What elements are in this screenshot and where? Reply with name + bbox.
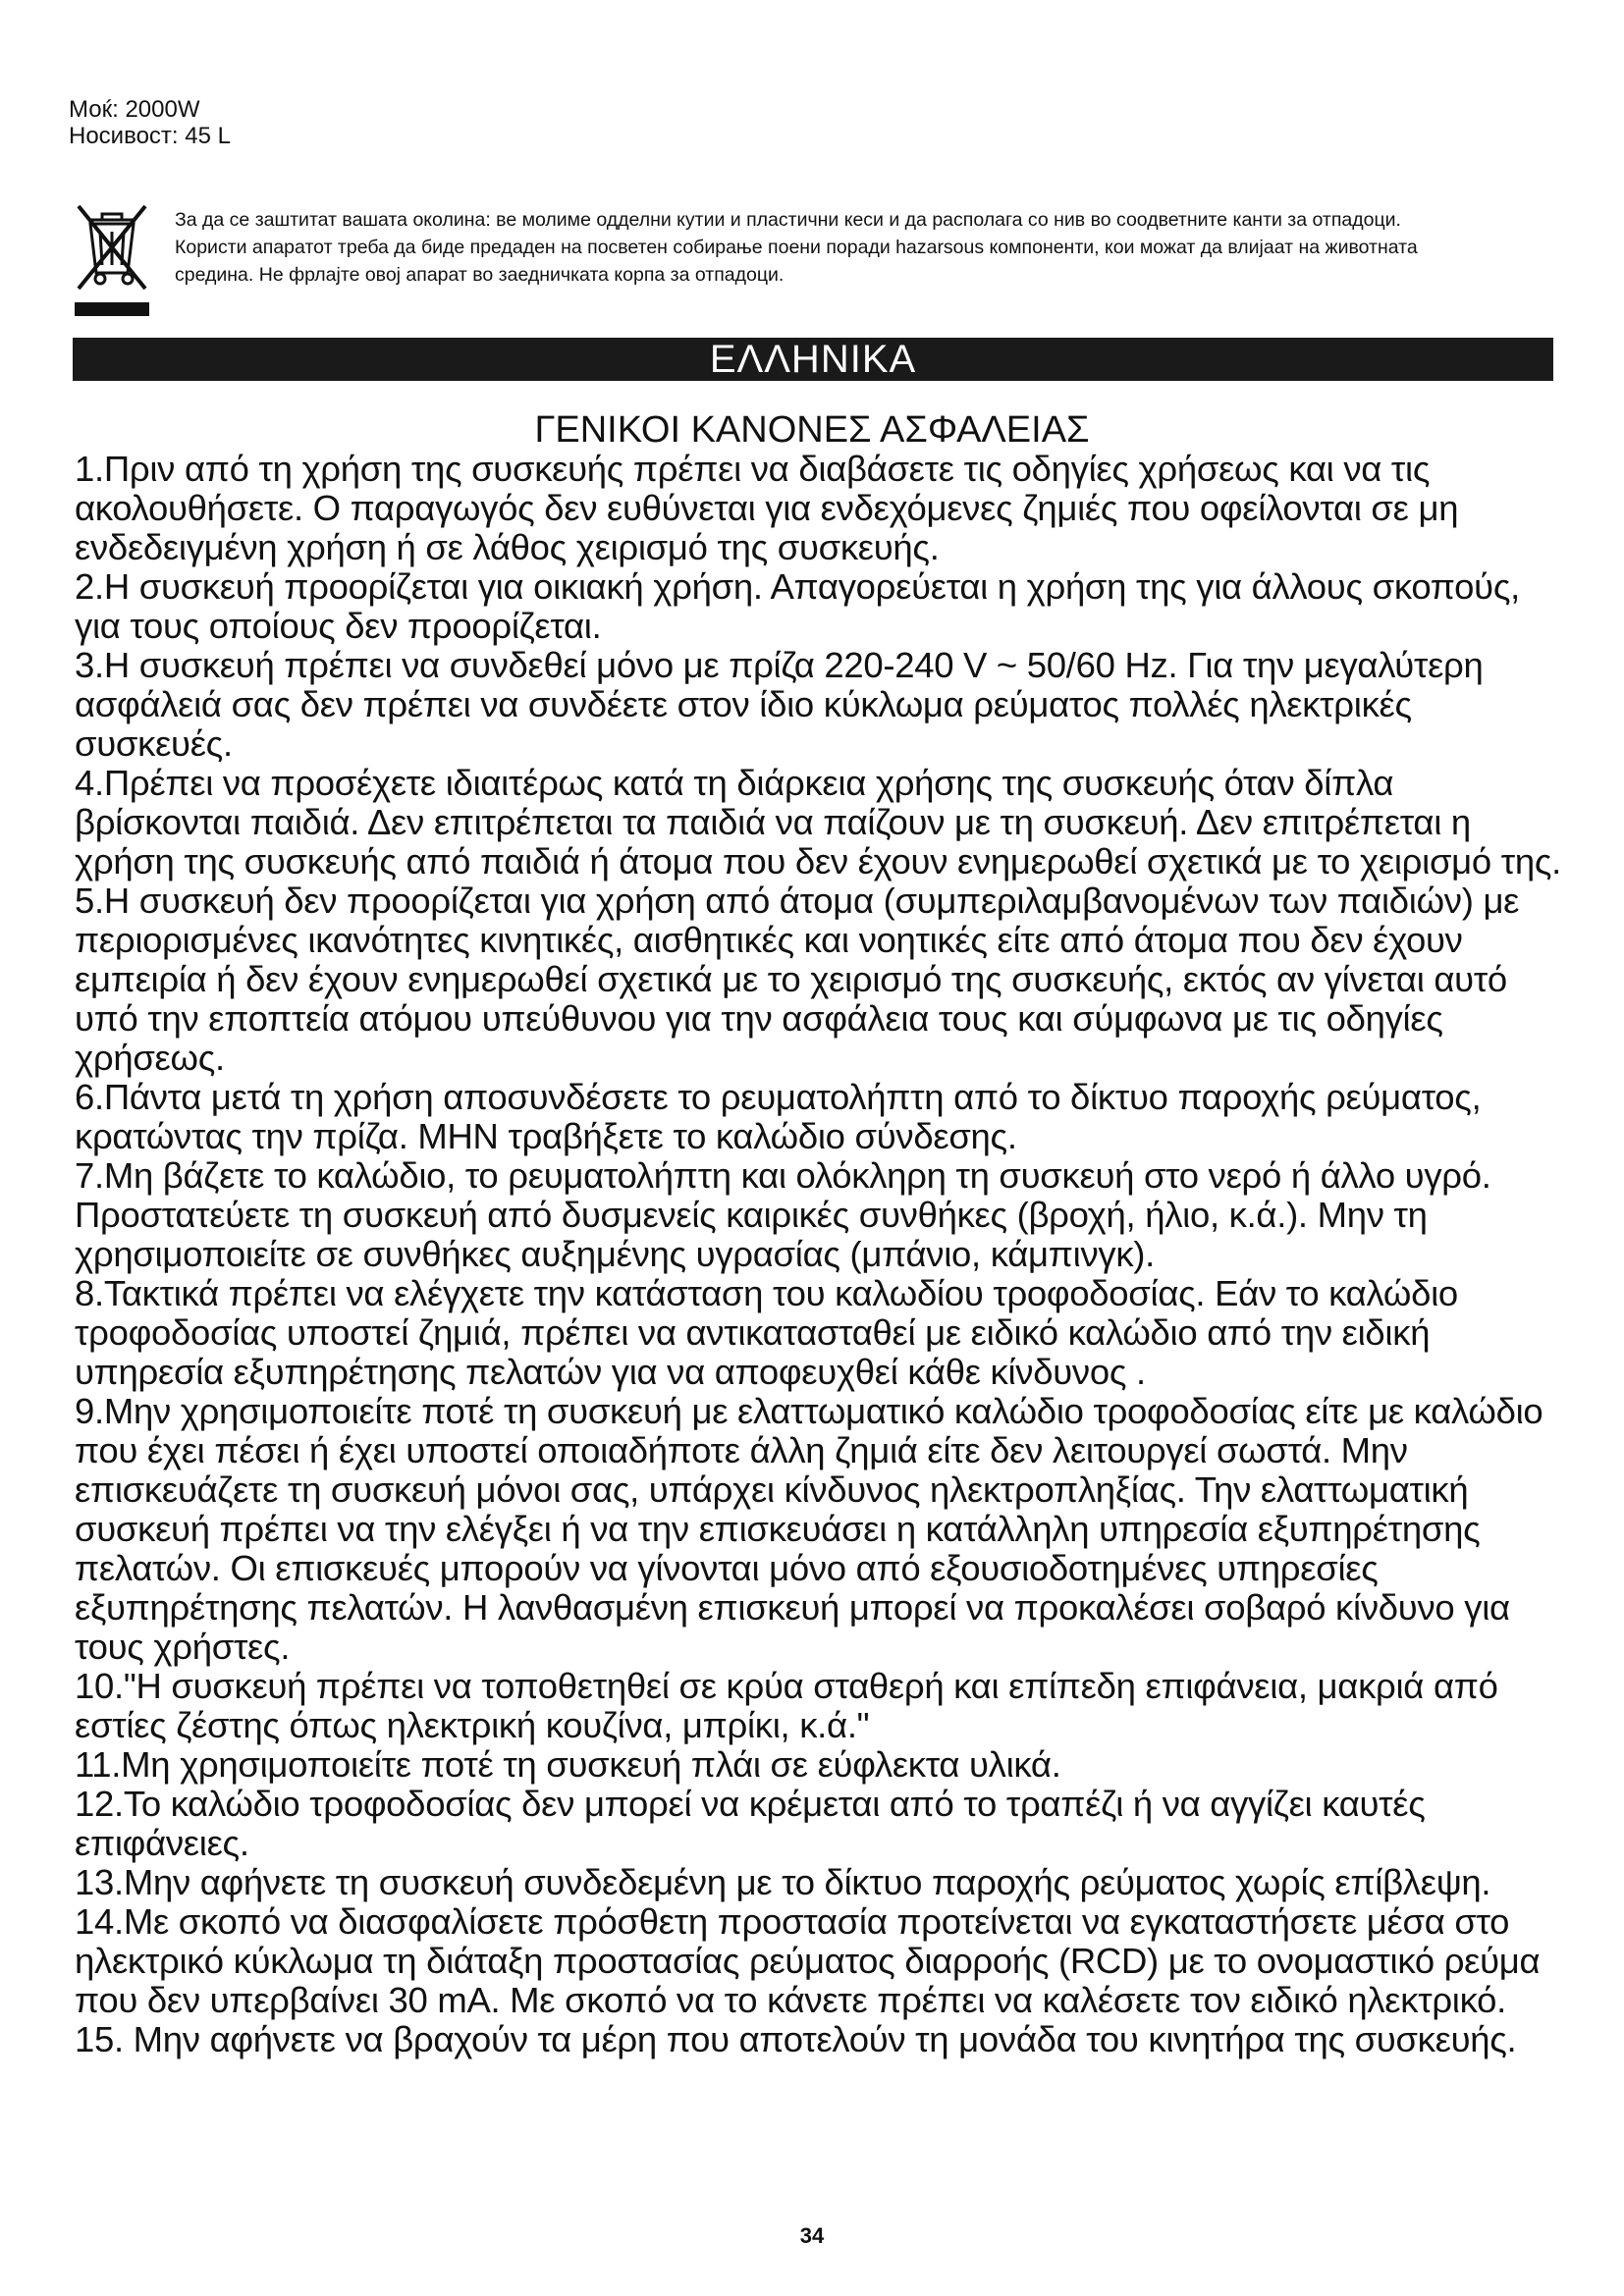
safety-rule: 11.Μη χρησιμοποιείτε ποτέ τη συσκευή πλάι σε εύφλεκτα υλικά. [75, 1744, 1061, 1785]
safety-rule: 9.Μην χρησιμοποιείτε ποτέ τη συσκευή με ελαττωματικό καλώδιο τροφοδοσίας είτε με καλώδιο που έχει πέσει ή έχει υποστεί οποιαδήποτε άλλη ζημιά είτε δεν λειτουργεί σωστά. Μην επισκευάζετε τη συσκευή μόνοι σας, υπάρχει κίνδυνος ηλεκτροπληξίας. Την ελαττωματική συσκευή πρέπει να την ελέγξει ή να την επισκευάσει η κατάλληλη υπηρεσία εξυπηρέτησης πελατών. Οι επισκευές μπορούν να γίνονται μόνο από εξουσιοδοτημένες υπηρεσίες εξυπηρέτησης πελατών. Η λανθασμένη επισκευή μπορεί να προκαλέσει σοβαρό κίνδυνο για τους χρήστες. [75, 1391, 1543, 1667]
weee-line: За да се заштитат вашата околина: ве молиме одделни кутии и пластични кеси и да располага со нив во соодветните канти за отпадоци. [175, 209, 1401, 231]
section-title: ΓΕΝΙΚΟΙ ΚΑΝΟΝΕΣ ΑΣΦΑΛΕΙΑΣ [534, 409, 1090, 451]
safety-rule: 5.Η συσκευή δεν προορίζεται για χρήση από άτομα (συμπεριλαμβανομένων των παιδιών) με περιορισμένες ικανότητες κινητικές, αισθητικές και νοητικές είτε από άτομα που δεν έχουν εμπειρία ή δεν έχουν ενημερωθεί σχετικά με το χειρισμό της συσκευής, εκτός αν γίνεται αυτό υπό την εποπτεία ατόμου υπεύθυνου για την ασφάλεια τους και σύμφωνα με τις οδηγίες χρήσεως. [75, 881, 1520, 1078]
page-number: 34 [799, 2223, 825, 2248]
safety-rule: 4.Πρέπει να προσέχετε ιδιαιτέρως κατά τη διάρκεια χρήσης της συσκευής όταν δίπλα βρίσκονται παιδιά. Δεν επιτρέπεται τα παιδιά να παίζουν με τη συσκευή. Δεν επιτρέπεται η χρήση της συσκευής από παιδιά ή άτομα που δεν έχουν ενημερωθεί σχετικά με το χειρισμό της. [75, 763, 1561, 881]
safety-rule: 7.Μη βάζετε το καλώδιο, το ρευματολήπτη και ολόκληρη τη συσκευή στο νερό ή άλλο υγρό. Προστατεύετε τη συσκευή από δυσμενείς καιρικές συνθήκες (βροχή, ήλιο, κ.ά.). Μην τη χρησιμοποιείτε σε συνθήκες αυξημένης υγρασίας (μπάνιο, κάμπινγκ). [75, 1155, 1491, 1274]
weee-line: Користи апаратот треба да биде предаден на посветен собирање поени поради hazarsous компоненти, кои можат да влијаат на животната [175, 237, 1418, 258]
safety-rule: 14.Με σκοπό να διασφαλίσετε πρόσθετη προστασία προτείνεται να εγκαταστήσετε μέσα στο ηλεκτρικό κύκλωμα τη διάταξη προστασίας ρεύματος διαρροής (RCD) με το ονομαστικό ρεύμα που δεν υπερβαίνει 30 mA. Με σκοπό να το κάνετε πρέπει να καλέσετε τον ειδικό ηλεκτρικό. [75, 1901, 1541, 2020]
capacity-spec: Носивост: 45 L [69, 123, 231, 149]
weee-disposal-notice [175, 206, 1559, 289]
safety-rule: 10."Η συσκευή πρέπει να τοποθετηθεί σε κρύα σταθερή και επίπεδη επιφάνεια, μακριά από εστίες ζέστης όπως ηλεκτρική κουζίνα, μπρίκι, κ.ά." [75, 1666, 1498, 1745]
specifications [69, 96, 231, 149]
safety-rule: 8.Τακτικά πρέπει να ελέγχετε την κατάσταση του καλωδίου τροφοδοσίας. Εάν το καλώδιο τροφοδοσίας υποστεί ζημιά, πρέπει να αντικατασταθεί με ειδικό καλώδιο από την ειδική υπηρεσία εξυπηρέτησης πελατών για να αποφευχθεί κάθε κίνδυνος . [75, 1273, 1458, 1392]
safety-rule: 12.Το καλώδιο τροφοδοσίας δεν μπορεί να κρέμεται από το τραπέζι ή να αγγίζει καυτές επιφάνειες. [75, 1784, 1426, 1863]
safety-rule: 15. Μην αφήνετε να βραχούν τα μέρη που αποτελούν τη μονάδα του κινητήρα της συσκευής. [75, 2019, 1517, 2059]
safety-rule: 2.Η συσκευή προορίζεται για οικιακή χρήση. Απαγορεύεται η χρήση της για άλλους σκοπούς, για τους οποίους δεν προορίζεται. [75, 566, 1520, 646]
safety-rule: 3.Η συσκευή πρέπει να συνδεθεί μόνο με πρίζα 220-240 V ~ 50/60 Hz. Για την μεγαλύτερη ασφάλειά σας δεν πρέπει να συνδέετε στον ίδιο κύκλωμα ρεύματος πολλές ηλεκτρικές συσκευές. [75, 645, 1484, 764]
safety-rule: 1.Πριν από τη χρήση της συσκευής πρέπει να διαβάσετε τις οδηγίες χρήσεως και να τις ακολουθήσετε. Ο παραγωγός δεν ευθύνεται για ενδεχόμενες ζημιές που οφείλονται σε μη ενδεδειγμένη χρήση ή σε λάθος χειρισμό της συσκευής. [75, 449, 1459, 567]
safety-rules-list [75, 450, 1567, 2059]
safety-rule: 13.Μην αφήνετε τη συσκευή συνδεδεμένη με το δίκτυο παροχής ρεύματος χωρίς επίβλεψη. [75, 1862, 1491, 1902]
crossed-out-wheeled-bin-icon [75, 202, 149, 323]
safety-rule: 6.Πάντα μετά τη χρήση αποσυνδέσετε το ρευματολήπτη από το δίκτυο παροχής ρεύματος, κρατώντας την πρίζα. ΜΗΝ τραβήξετε το καλώδιο σύνδεσης. [75, 1077, 1482, 1156]
language-header-bar: ΕΛΛΗΝΙΚΑ [73, 338, 1553, 381]
power-spec: Моќ: 2000W [69, 96, 200, 123]
weee-line: средина. Не фрлајте овој апарат во заедничката корпа за отпадоци. [175, 264, 785, 286]
